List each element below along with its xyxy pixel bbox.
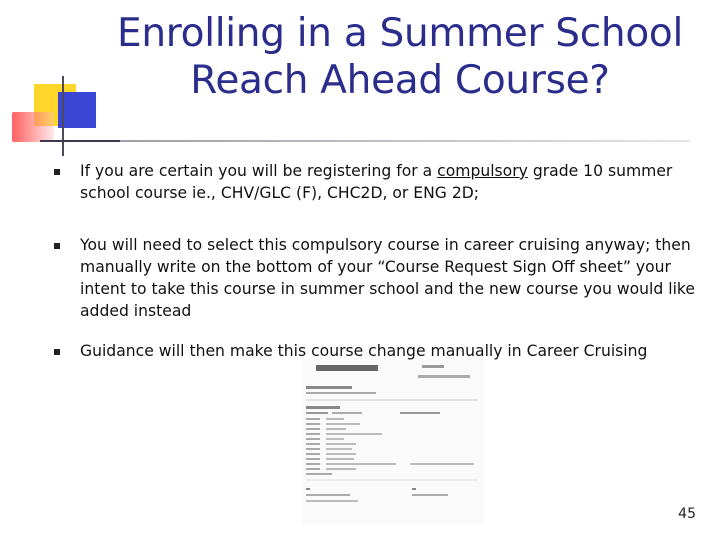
- bullet-text: [80, 160, 710, 204]
- square-bullet-icon: [54, 243, 60, 249]
- title-underline: [120, 140, 690, 142]
- square-bullet-icon: [54, 349, 60, 355]
- bullet-text: You will need to select this compulsory course in career cruising anyway; then manually write on the bottom of your “Course Request Sign Off sheet” your intent to take this course in summer school and the new course you would like added instead: [80, 236, 695, 320]
- title-line-2: Reach Ahead Course?: [190, 58, 610, 103]
- slide-title: [100, 10, 700, 104]
- decorative-corner-graphic: [0, 0, 110, 170]
- horizontal-rule-dark: [40, 140, 130, 142]
- underlined-word: compulsory: [437, 162, 528, 180]
- form-scan-graphic: [302, 360, 484, 524]
- bullet-text-part: grade 10 summer school course ie., CHV/GLC (F), CHC2D, or ENG 2D;: [80, 162, 673, 202]
- bullet-text: Guidance will then make this course change manually in Career Cruising: [80, 342, 648, 360]
- square-bullet-icon: [54, 169, 60, 175]
- course-request-form-image: [302, 360, 484, 524]
- title-line-1: Enrolling in a Summer School: [117, 11, 683, 56]
- red-square-decoration: [12, 112, 54, 142]
- vertical-rule: [62, 76, 64, 156]
- page-number: 45: [678, 506, 696, 522]
- bullet-text-part: If you are certain you will be registering for a: [80, 162, 438, 180]
